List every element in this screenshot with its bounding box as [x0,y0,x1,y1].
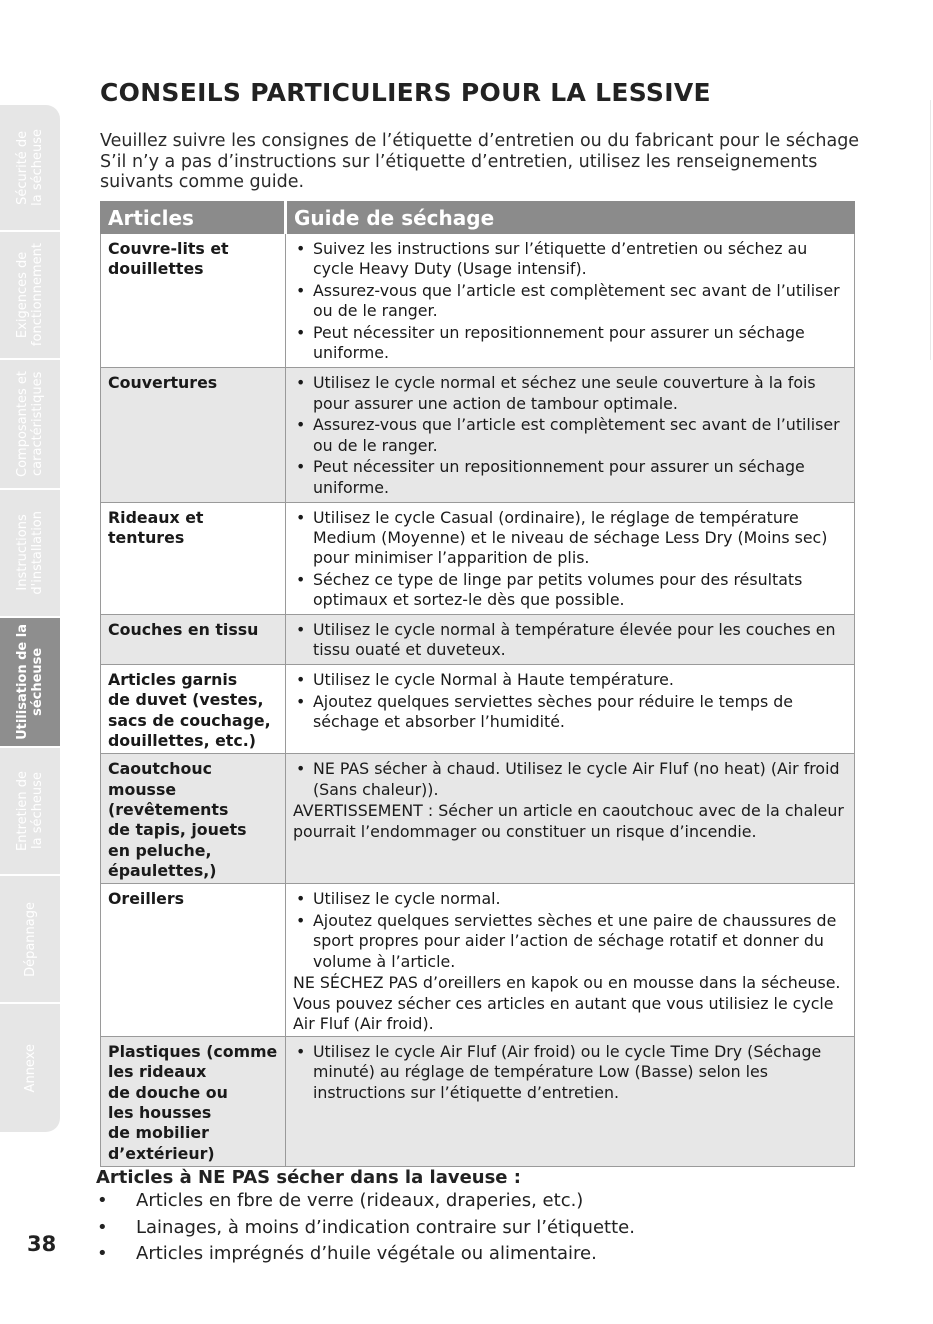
guide-bullet: • Assurez-vous que l’article est complètement sec avant de l’utiliser ou de le ranger. [293,415,848,456]
guide-cell [286,1037,855,1167]
tab-label: Exigences de fonctionnement [15,243,45,347]
tab-exigences[interactable] [0,232,60,360]
table-row [101,754,855,884]
header-articles: Articles [101,202,286,234]
guide-bullet: • Utilisez le cycle Air Fluf (Air froid) ou le cycle Time Dry (Séchage minuté) au réglage de température Low (Basse) selon les instructions sur l’étiquette d’entretien. [293,1042,848,1103]
tab-label: Utilisation de la sécheuse [15,624,45,740]
tab-label: Sécurité de la sécheuse [15,129,45,206]
do-not-dry-list [96,1188,856,1268]
guide-bullets [293,620,848,661]
guide-cell [286,615,855,665]
guide-bullet: • Séchez ce type de linge par petits volumes pour des résultats optimaux et sortez-le dès que possible. [293,570,848,611]
guide-bullet: • Utilisez le cycle Casual (ordinaire), le réglage de température Medium (Moyenne) et le niveau de séchage Less Dry (Moins sec) pour minimiser l’apparition de plis. [293,508,848,569]
guide-bullet: • Peut nécessiter un repositionnement pour assurer un séchage uniforme. [293,323,848,364]
guide-bullets [293,759,848,800]
table-row [101,884,855,1037]
tab-utilisation[interactable] [0,618,60,748]
guide-bullet: • Utilisez le cycle normal et séchez une seule couverture à la fois pour assurer une action de tambour optimale. [293,373,848,414]
article-cell: Couches en tissu [101,615,286,665]
article-cell: Oreillers [101,884,286,1037]
page-title: CONSEILS PARTICULIERS POUR LA LESSIVE [100,78,711,107]
guide-bullet: • Ajoutez quelques serviettes sèches pour réduire le temps de séchage et absorber l’humidité. [293,692,848,733]
header-guide: Guide de séchage [286,202,855,234]
guide-bullet: • Suivez les instructions sur l’étiquette d’entretien ou séchez au cycle Heavy Duty (Usage intensif). [293,239,848,280]
article-cell: Caoutchouc mousse (revêtements de tapis, jouets en peluche, épaulettes,) [101,754,286,884]
tab-composantes[interactable] [0,360,60,490]
tab-securite[interactable] [0,105,60,232]
guide-bullet: • NE PAS sécher à chaud. Utilisez le cycle Air Fluf (no heat) (Air froid (Sans chaleur)). [293,759,848,800]
table-row [101,615,855,665]
side-tabs [0,105,60,1132]
tab-label: Entretien de la sécheuse [15,771,45,851]
guide-bullet: • Utilisez le cycle normal à température élevée pour les couches en tissu ouaté et duveteux. [293,620,848,661]
table-row [101,502,855,614]
tab-annexe[interactable] [0,1004,60,1132]
table-header-row [101,202,855,234]
guide-cell [286,234,855,368]
tab-entretien[interactable] [0,748,60,876]
guide-cell [286,502,855,614]
bottom-title: Articles à NE PAS sécher dans la laveuse : [96,1167,521,1188]
article-cell: Plastiques (comme les rideaux de douche ou les housses de mobilier d’extérieur) [101,1037,286,1167]
guide-bullet: • Utilisez le cycle normal. [293,889,848,909]
guide-bullets [293,239,848,364]
article-cell: Rideaux et tentures [101,502,286,614]
guide-bullets [293,889,848,972]
guide-bullets [293,670,848,732]
table-row [101,234,855,368]
guide-cell [286,884,855,1037]
tab-depannage[interactable] [0,876,60,1004]
table-row [101,368,855,502]
drying-guide-table [100,201,855,1167]
table-row [101,1037,855,1167]
tab-instructions[interactable] [0,490,60,618]
page-number: 38 [27,1232,57,1256]
guide-cell [286,368,855,502]
guide-bullets [293,508,848,611]
table-body [101,234,855,1167]
list-item: • Articles en fbre de verre (rideaux, draperies, etc.) [96,1188,856,1215]
tab-label: Instructions d'installation [15,511,45,595]
guide-bullet: • Utilisez le cycle Normal à Haute température. [293,670,848,690]
guide-bullet: • Assurez-vous que l’article est complètement sec avant de l’utiliser ou de le ranger. [293,281,848,322]
list-item: • Lainages, à moins d’indication contraire sur l’étiquette. [96,1215,856,1242]
guide-bullets [293,373,848,498]
tab-label: Dépannage [22,901,38,977]
tab-label: Composantes et caractéristiques [15,371,45,477]
guide-note: AVERTISSEMENT : Sécher un article en caoutchouc avec de la chaleur pourrait l’endommager ou constituer un risque d’incendie. [293,801,844,841]
article-cell: Couvre-lits et douillettes [101,234,286,368]
guide-bullet: • Peut nécessiter un repositionnement pour assurer un séchage uniforme. [293,457,848,498]
guide-bullet: • Ajoutez quelques serviettes sèches et une paire de chaussures de sport propres pour aider l’action de séchage rotatif et donner du volume à l’article. [293,911,848,972]
article-cell: Articles garnis de duvet (vestes, sacs de couchage, douillettes, etc.) [101,665,286,754]
guide-note: NE SÉCHEZ PAS d’oreillers en kapok ou en mousse dans la sécheuse. Vous pouvez sécher ces articles en autant que vous utilisiez le cycle Air Fluf (Air froid). [293,973,841,1033]
guide-cell [286,665,855,754]
intro-text: Veuillez suivre les consignes de l’étiquette d’entretien ou du fabricant pour le séchage S’il n’y a pas d’instructions sur l’étiquette d’entretien, utilisez les renseignements suivants comme guide. [100,131,860,192]
article-cell: Couvertures [101,368,286,502]
margin-rule [930,100,931,360]
table-row [101,665,855,754]
guide-bullets [293,1042,848,1103]
guide-cell [286,754,855,884]
list-item: • Articles imprégnés d’huile végétale ou alimentaire. [96,1241,856,1268]
tab-label: Annexe [22,1043,38,1093]
